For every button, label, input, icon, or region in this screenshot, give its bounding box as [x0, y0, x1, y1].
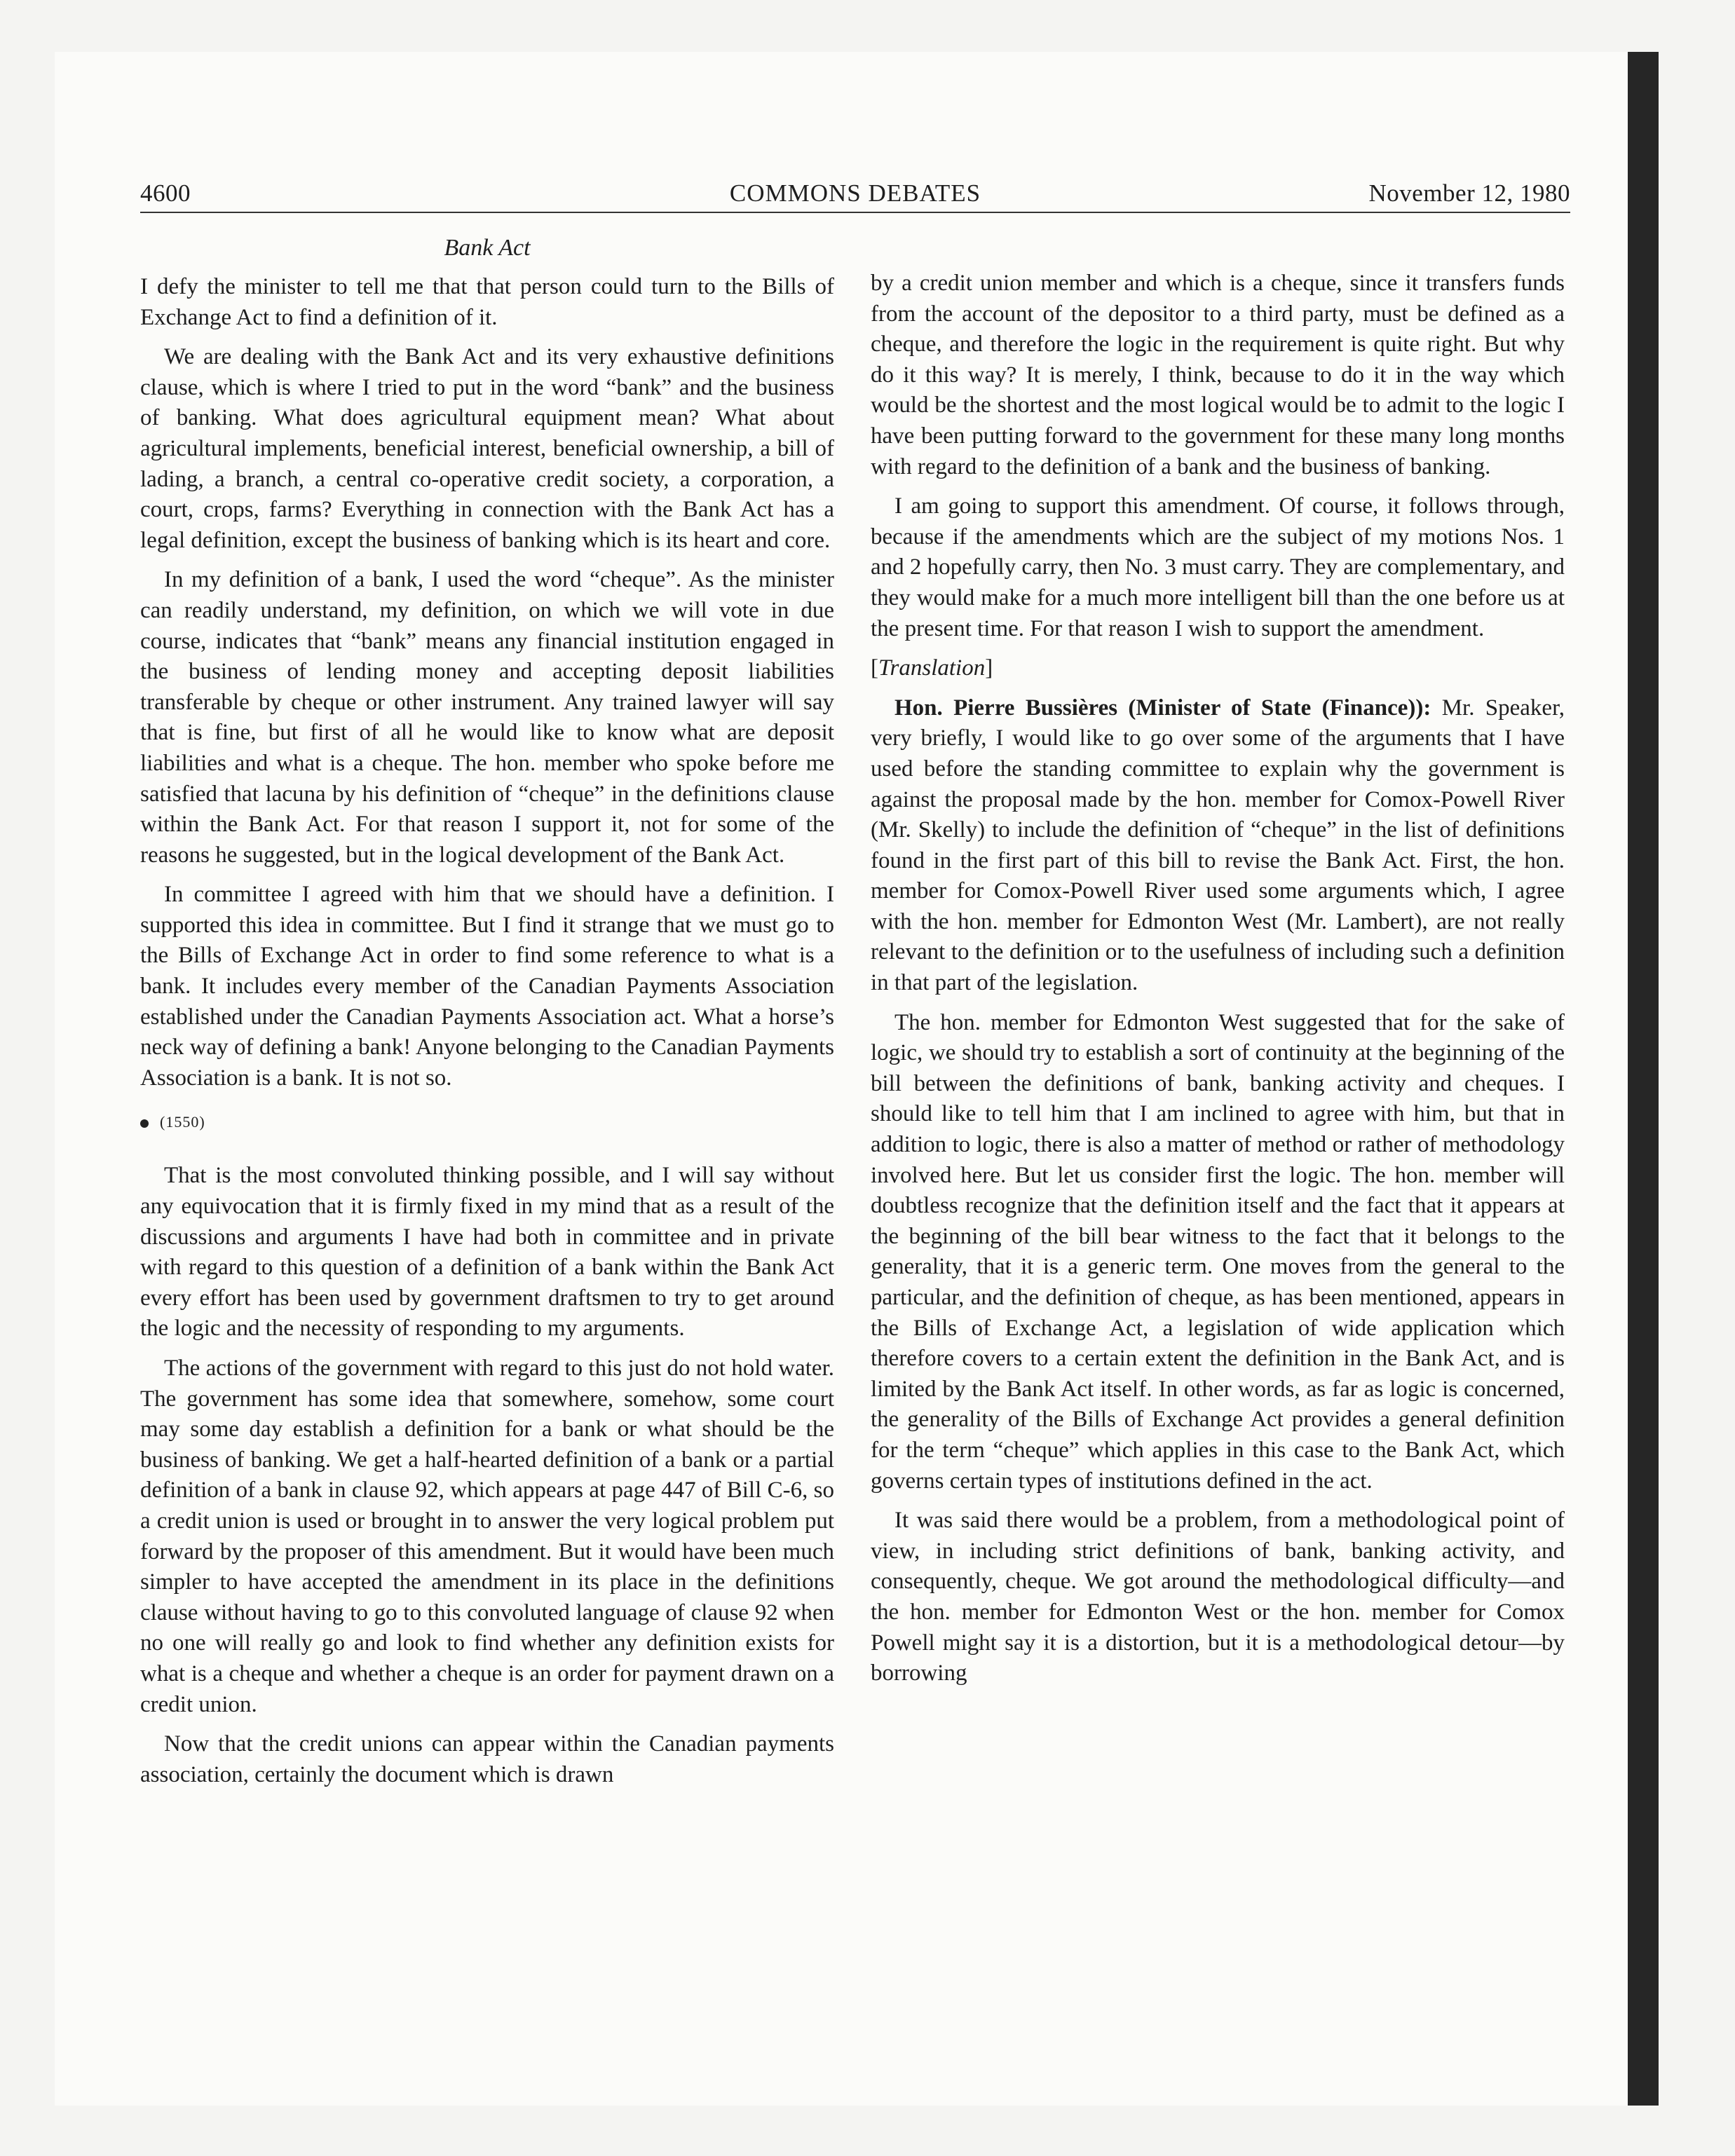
paragraph: The actions of the government with regard to this just do not hold water. The government has some idea that somewhere, somehow, some court may some day establish a definition for a bank or what should be the business of banking. We get a half-hearted definition of a bank or a partial definition of a bank in clause 92, which appears at page 447 of Bill C-6, so a credit union is used or brought in to answer the very logical problem put forward by the proposer of this amendment. But it would have been much simpler to have accepted the amendment in its place in the definitions clause without having to go to this convoluted language of clause 92 when no one will really go and look to find whether any definition exists for what is a cheque and whether a cheque is an order for payment drawn on a credit union.: [140, 1356, 834, 1717]
paragraph: In committee I agreed with him that we should have a definition. I supported this idea in committee. But I find it strange that we must go to the Bills of Exchange Act in order to find some reference to what is a bank. It includes every member of the Canadian Payments Association established under the Canadian Payments Association act. What a horse’s neck way of defining a bank! Anyone belonging to the Canadian Payments Association is a bank. It is not so.: [140, 882, 834, 1091]
speaker-name: Hon. Pierre Bussières (Minister of State (Finance)):: [894, 695, 1431, 721]
speaker-paragraph: [871, 693, 1565, 999]
publication-date: November 12, 1980: [1368, 179, 1570, 207]
paragraph: I am going to support this amendment. Of course, it follows through, because if the amendments which are the subject of my motions Nos. 1 and 2 hopefully carry, then No. 3 must carry. They are complementary, and they would make for a much more intelligent bill than the one before us at the present time. For that reason I wish to support the amendment.: [871, 493, 1565, 641]
paragraph: I defy the minister to tell me that that person could turn to the Bills of Exchange Act to find a definition of it.: [140, 274, 834, 330]
left-column: [140, 272, 834, 1799]
time-marker-label: (1550): [160, 1113, 205, 1131]
right-column: [871, 268, 1565, 1698]
paragraph: We are dealing with the Bank Act and its very exhaustive definitions clause, which is where I tried to put in the word “bank” and the business of banking. What does agricultural equipment mean? What about agricultural implements, beneficial interest, beneficial ownership, a bill of lading, a branch, a central co-operative credit society, a corporation, a court, crops, farms? Everything in connection with the Bank Act has a legal definition, except the business of banking which is its heart and core.: [140, 344, 834, 553]
time-marker: [140, 1112, 834, 1133]
paragraph: That is the most convoluted thinking possible, and I will say without any equivocation that it is firmly fixed in my mind that as a result of the discussions and arguments I have had both in committee and in private with regard to this question of a definition of a bank within the Bank Act every effort has been used by government draftsmen to try to get around the logic and the necessity of responding to my arguments.: [140, 1163, 834, 1342]
paragraph: The hon. member for Edmonton West suggested that for the sake of logic, we should try to establish a sort of continuity at the beginning of the bill between the definitions of bank, banking activity and cheques. I should like to tell him that I am inclined to agree with him, but that in addition to logic, there is also a matter of method or rather of methodology involved here. But let us consider first the logic. The hon. member will doubtless recognize that the definition itself and the fact that it appears at the beginning of the bill bear witness to the fact that it belongs to the generality, that it is a generic term. One moves from the general to the particular, and the definition of cheque, as has been mentioned, appears in the Bills of Exchange Act, a legislation of wide application which therefore covers to a certain extent the definition in the Bank Act, and is limited by the Bank Act itself. In other words, as far as logic is concerned, the generality of the Bills of Exchange Act provides a general definition for the term “cheque” which applies in this case to the Bank Act, which governs certain types of institutions defined in the act.: [871, 1009, 1565, 1494]
header-rule: [140, 212, 1570, 213]
paragraph: by a credit union member and which is a cheque, since it transfers funds from the account of the depositor to a third party, must be defined as a cheque, and therefore the logic in the requirement is quite right. But why do it this way? It is merely, I think, because to do it in the way which would be the shortest and the most logical would be to admit to the logic I have been putting forward to the government for these many long months with regard to the definition of a bank and the business of banking.: [871, 271, 1565, 479]
translation-note: [871, 653, 1565, 684]
speech-text: Mr. Speaker, very briefly, I would like to go over some of the arguments that I have used before the standing committee to explain why the government is against the proposal made by the hon. member for Comox-Powell River (Mr. Skelly) to include the definition of “cheque” in the list of definitions found in the first part of this bill to revise the Bank Act. First, the hon. member for Comox-Powell River used some arguments which, I agree with the hon. member for Edmonton West (Mr. Lambert), are not really relevant to the definition or to the usefulness of including such a definition in that part of the legislation.: [871, 695, 1565, 996]
running-head: Bank Act: [444, 235, 531, 261]
bullet-dot-icon: [140, 1119, 149, 1128]
scan-binding-edge: [1628, 52, 1659, 2106]
publication-title: COMMONS DEBATES: [729, 179, 981, 207]
paragraph: Now that the credit unions can appear within the Canadian payments association, certainly the document which is drawn: [140, 1731, 834, 1787]
paragraph: In my definition of a bank, I used the word “cheque”. As the minister can readily understand, my definition, on which we will vote in due course, indicates that “bank” means any financial institution engaged in the business of lending money and accepting deposit liabilities transferable by cheque or other instrument. Any trained lawyer will say that is fine, but first of all he would like to know what are deposit liabilities and what is a cheque. The hon. member who spoke before me satisfied that lacuna by his definition of “cheque” in the definitions clause within the Bank Act. For that reason I support it, not for some of the reasons he suggested, but in the logical development of the Bank Act.: [140, 567, 834, 868]
page-number: 4600: [140, 179, 191, 207]
translation-label: Translation: [878, 655, 986, 681]
translation-open-bracket: [: [871, 655, 878, 681]
paragraph: It was said there would be a problem, from a methodological point of view, in including strict definitions of bank, banking activity, and consequently, cheque. We got around the methodological difficulty—and the hon. member for Edmonton West or the hon. member for Comox Powell might say it is a distortion, but it is a methodological detour—by borrowing: [871, 1508, 1565, 1686]
translation-close-bracket: ]: [985, 655, 993, 681]
